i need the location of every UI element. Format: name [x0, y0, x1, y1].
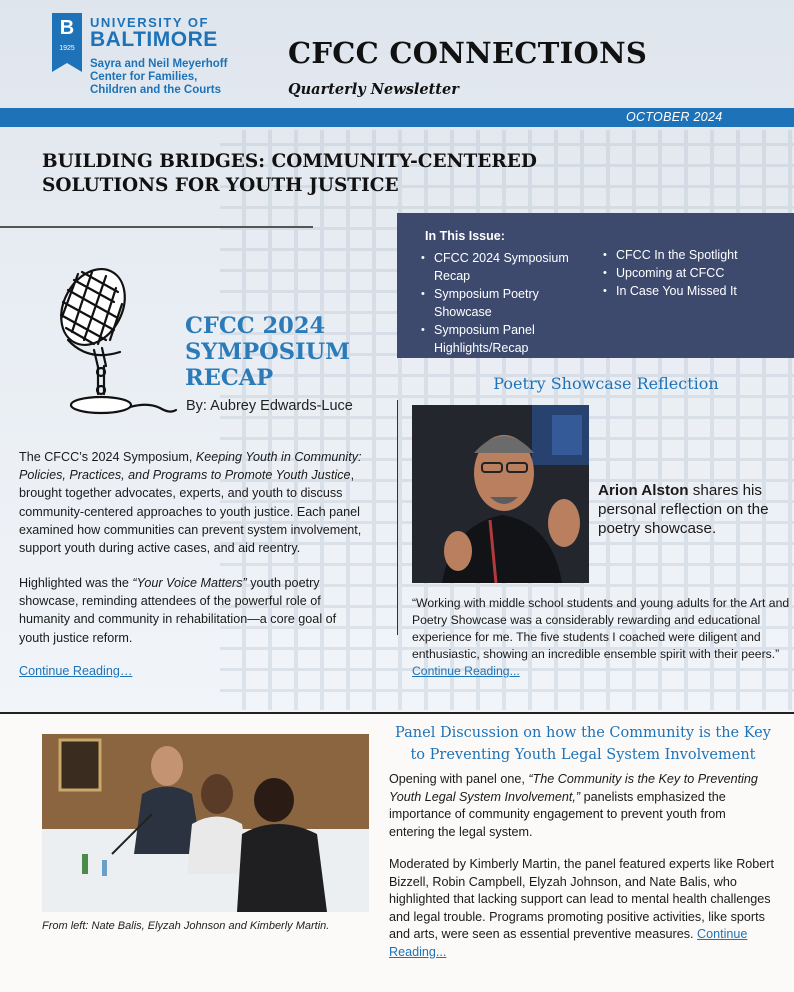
newsletter-title: CFCC CONNECTIONS — [288, 36, 648, 70]
p1-intro: The CFCC’s 2024 Symposium, — [19, 450, 196, 464]
issue-item-missed[interactable]: • In Case You Missed It — [603, 282, 783, 300]
symposium-title — [185, 313, 385, 391]
panel-p2-text: Moderated by Kimberly Martin, the panel featured experts like Robert Bizzell, Robin Campbell, Elyzah Johnson, and Nate Balis, who highlighted that lacking support can lead to mental health challenges and legal trouble. Programs promoting positive activities, like sports and arts, were seen as essential preventive measures. — [389, 857, 775, 942]
newsletter-subtitle: Quarterly Newsletter — [288, 81, 459, 98]
arion-rest: shares his personal reflection on the poetry showcase. — [598, 482, 769, 537]
issue-item-symposium-recap[interactable]: • CFCC 2024 Symposium Recap — [421, 249, 581, 285]
poetry-quote-text: “Working with middle school students and young adults for the Art and Poetry Showcase was a considerably rewarding and educational experience for me. The five students I coached were diligent and enthusiastic, showing an incredible ensemble spirit with their peers.” — [412, 596, 790, 661]
logo-letter: B — [59, 17, 75, 39]
issue-item-panel-highlights[interactable]: • Symposium Panel Highlights/Recap — [421, 321, 581, 357]
logo-baltimore: BALTIMORE — [90, 28, 218, 51]
issue-item-spotlight[interactable]: • CFCC In the Spotlight — [603, 246, 783, 264]
panel-p1-intro: Opening with panel one, — [389, 772, 529, 786]
panel-continue-link[interactable]: Continue Reading... — [389, 927, 748, 959]
logo-center-line2: Center for Families, — [90, 71, 198, 83]
issue-item-upcoming[interactable]: • Upcoming at CFCC — [603, 264, 783, 282]
headline-line1: BUILDING BRIDGES: COMMUNITY-CENTERED — [42, 151, 537, 172]
p2-rest: youth poetry showcase, reminding attendees of the powerful role of humanity and community in rehabilitation—a core goal of youth justice reform. — [19, 576, 337, 645]
symposium-title-line1: CFCC 2024 — [185, 313, 326, 339]
p1-italic: Keeping Youth in Community: Policies, Practices, and Programs to Promote Youth Justice — [19, 450, 362, 483]
issue-date: OCTOBER 2024 — [626, 110, 723, 124]
panel-paragraph-1 — [389, 771, 774, 841]
logo-center-line3: Children and the Courts — [90, 84, 221, 96]
poetry-continue-link[interactable]: Continue Reading... — [412, 664, 520, 678]
panel-photo-caption: From left: Nate Balis, Elyzah Johnson and Kimberly Martin. — [42, 920, 330, 932]
symposium-title-line2: SYMPOSIUM — [185, 339, 351, 365]
panel-photo — [42, 734, 369, 912]
symposium-byline: By: Aubrey Edwards-Luce — [186, 398, 353, 414]
arion-description — [598, 481, 788, 538]
headline-divider — [0, 226, 313, 228]
panel-p1-rest: panelists emphasized the importance of community engagement to prevent youth from entering the legal system. — [389, 789, 726, 839]
in-this-issue-title: In This Issue: — [425, 229, 505, 243]
p2-italic: “Your Voice Matters” — [132, 576, 247, 590]
in-this-issue-box — [397, 213, 794, 358]
arion-alston-photo — [412, 405, 589, 583]
logo-center-line1: Sayra and Neil Meyerhoff — [90, 58, 228, 70]
main-headline — [42, 150, 622, 198]
symposium-title-line3: RECAP — [185, 365, 274, 391]
p1-rest: , brought together advocates, experts, and youth to discuss community-centered approaches to youth justice. Each panel examined how communities can prevent system involvement, support youth during active cases, and aid reentry. — [19, 468, 362, 556]
column-divider — [397, 400, 398, 635]
logo-center-name — [90, 58, 227, 97]
headline-line2: SOLUTIONS FOR YOUTH JUSTICE — [42, 175, 399, 196]
symposium-continue-link[interactable]: Continue Reading… — [19, 664, 133, 678]
university-logo[interactable] — [52, 13, 262, 103]
symposium-paragraph-1 — [19, 448, 389, 557]
poetry-quote — [412, 595, 794, 680]
panel-p1-italic: “The Community is the Key to Preventing Youth Legal System Involvement,” — [389, 772, 758, 804]
arion-name: Arion Alston — [598, 482, 689, 499]
issue-list-left — [421, 249, 581, 357]
issue-list-right — [603, 246, 783, 300]
panel-paragraph-2 — [389, 856, 774, 962]
issue-item-poetry-showcase[interactable]: • Symposium Poetry Showcase — [421, 285, 581, 321]
symposium-paragraph-2 — [19, 574, 364, 647]
logo-year: 1925 — [59, 45, 75, 52]
logo-university-of: UNIVERSITY OF — [90, 15, 209, 30]
p2-intro: Highlighted was the — [19, 576, 133, 590]
microphone-icon — [48, 262, 178, 427]
panel-heading: Panel Discussion on how the Community is the Key to Preventing Youth Legal System Involvement — [395, 725, 771, 763]
poetry-heading: Poetry Showcase Reflection — [493, 374, 719, 393]
